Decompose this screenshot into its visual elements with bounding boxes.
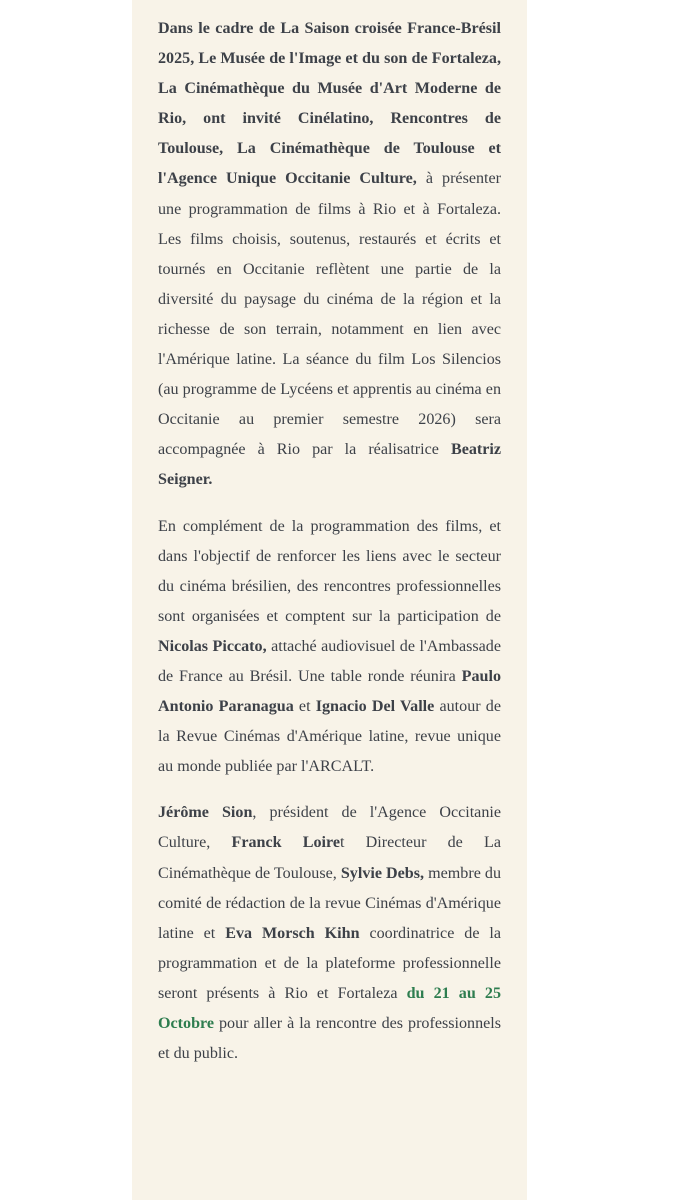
meetings-text-2: attaché audiovisuel de l'Ambassade de France au Brésil. Une table ronde réunira	[158, 637, 502, 685]
meetings-text-3: et	[293, 698, 316, 716]
name-paulo-antonio-paranagua: Paulo Antonio Paranagua	[158, 667, 501, 716]
paragraph-intro	[158, 14, 501, 496]
name-eva-morsch-kihn: Eva Morsch Kihn	[225, 924, 360, 942]
director-name: Beatriz Seigner.	[158, 441, 501, 489]
delegation-text-3: membre du comité de rédaction de la revue Cinémas d'Amérique latine et	[158, 864, 501, 942]
paragraph-delegation	[158, 798, 501, 1069]
delegation-text-5: pour aller à la rencontre des professionnels et du public.	[158, 1015, 501, 1063]
meetings-text-1: En complément de la programmation des films, et dans l'objectif de renforcer les liens avec le secteur du cinéma brésilien, des rencontres professionnelles sont organisées et comptent sur la participation de	[158, 517, 501, 625]
delegation-text-4: coordinatrice de la programmation et de la plateforme professionnelle seront présents à Rio et Fortaleza	[158, 924, 501, 1002]
name-ignacio-del-valle: Ignacio Del Valle	[315, 698, 435, 716]
meetings-text-4: autour de la Revue Cinémas d'Amérique latine, revue unique au monde publiée par l'ARCALT.	[158, 698, 501, 776]
name-sylvie-debs: Sylvie Debs,	[340, 864, 425, 882]
name-franck-loire: Franck Loire	[231, 834, 341, 852]
article-panel	[132, 0, 527, 1200]
delegation-text-1: , président de l'Agence Occitanie Culture,	[158, 804, 501, 852]
name-nicolas-piccato: Nicolas Piccato,	[158, 637, 267, 655]
event-dates: du 21 au 25 Octobre	[158, 984, 501, 1032]
paragraph-professional-meetings	[158, 512, 501, 783]
delegation-text-2: t Directeur de La Cinémathèque de Toulouse,	[158, 834, 501, 882]
name-jerome-sion: Jérôme Sion	[158, 804, 253, 822]
intro-body-text: à présenter une programmation de films à Rio et à Fortaleza. Les films choisis, soutenus, restaurés et écrits et tournés en Occitanie reflètent une partie de la diversité du paysage du cinéma de la région et la richesse de son terrain, notamment en lien avec l'Amérique latine. La séance du film Los Silencios (au programme de Lycéens et apprentis au cinéma en Occitanie au premier semestre 2026) sera accompagnée à Rio par la réalisatrice	[158, 170, 501, 459]
bold-intro-text: Dans le cadre de La Saison croisée France-Brésil 2025, Le Musée de l'Image et du son de Fortaleza, La Cinémathèque du Musée d'Art Moderne de Rio, ont invité Cinélatino, Rencontres de Toulouse, La Cinémathèque de Toulouse et l'Agence Unique Occitanie Culture,	[158, 20, 501, 188]
